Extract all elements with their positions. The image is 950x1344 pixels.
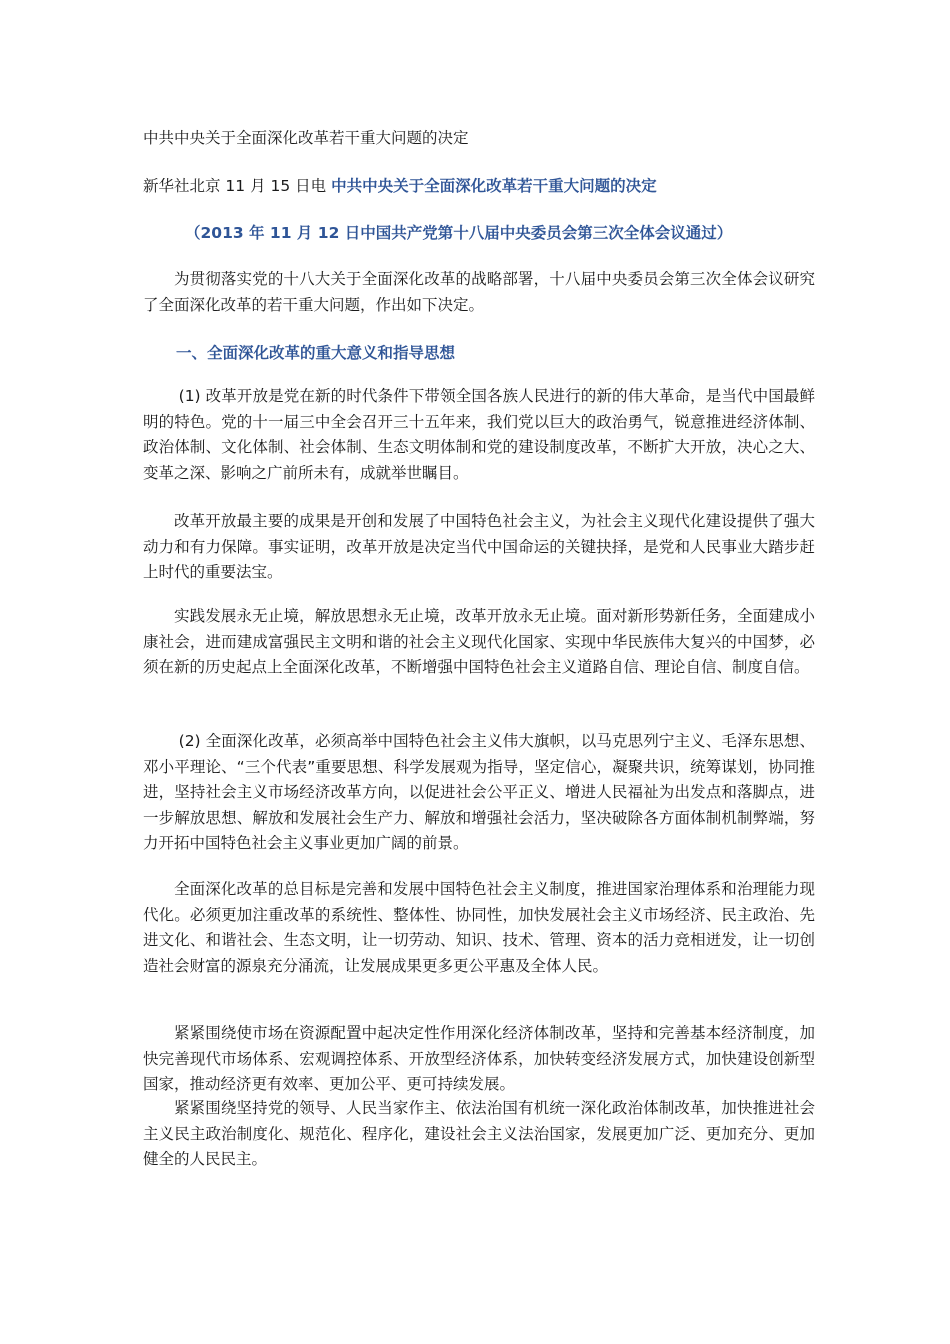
intro-paragraph: 为贯彻落实党的十八大关于全面深化改革的战略部署，十八届中央委员会第三次全体会议研究了全面深化改革的若干重大问题，作出如下决定。 bbox=[143, 270, 815, 314]
body-paragraph: (2) 全面深化改革，必须高举中国特色社会主义伟大旗帜，以马克思列宁主义、毛泽东思想、邓小平理论、“三个代表”重要思想、科学发展观为指导，坚定信心，凝聚共识，统筹谋划，协同推进，坚持社会主义市场经济改革方向，以促进社会公平正义、增进人民福祉为出发点和落脚点，进一步解放思想、解放和发展社会生产力、解放和增强社会活力，坚决破除各方面体制机制弊端，努力开拓中国特色社会主义事业更加广阔的前景。 bbox=[143, 732, 815, 852]
section-heading: 一、全面深化改革的重大意义和指导思想 bbox=[176, 344, 456, 362]
document-title: 中共中央关于全面深化改革若干重大问题的决定 bbox=[143, 129, 469, 147]
body-paragraph: (1) 改革开放是党在新的时代条件下带领全国各族人民进行的新的伟大革命，是当代中国最鲜明的特色。党的十一届三中全会召开三十五年来，我们党以巨大的政治勇气，锐意推进经济体制、政治体制、文化体制、社会体制、生态文明体制和党的建设制度改革，不断扩大开放，决心之大、变革之深、影响之广前所未有，成就举世瞩目。 bbox=[143, 387, 815, 482]
body-paragraph: 实践发展永无止境，解放思想永无止境，改革开放永无止境。面对新形势新任务，全面建成小康社会，进而建成富强民主文明和谐的社会主义现代化国家、实现中华民族伟大复兴的中国梦，必须在新的历史起点上全面深化改革，不断增强中国特色社会主义道路自信、理论自信、制度自信。 bbox=[143, 607, 815, 676]
body-paragraph: 紧紧围绕坚持党的领导、人民当家作主、依法治国有机统一深化政治体制改革，加快推进社会主义民主政治制度化、规范化、程序化，建设社会主义法治国家，发展更加广泛、更加充分、更加健全的人民民主。 bbox=[143, 1099, 815, 1168]
dateline bbox=[143, 174, 815, 200]
document-subtitle: （2013 年 11 月 12 日中国共产党第十八届中央委员会第三次全体会议通过） bbox=[185, 224, 733, 242]
dateline-prefix: 新华社北京 11 月 15 日电 bbox=[143, 177, 332, 195]
body-paragraph: 全面深化改革的总目标是完善和发展中国特色社会主义制度，推进国家治理体系和治理能力现代化。必须更加注重改革的系统性、整体性、协同性，加快发展社会主义市场经济、民主政治、先进文化、和谐社会、生态文明，让一切劳动、知识、技术、管理、资本的活力竞相迸发，让一切创造社会财富的源泉充分涌流，让发展成果更多更公平惠及全体人民。 bbox=[143, 880, 815, 975]
body-paragraph: 改革开放最主要的成果是开创和发展了中国特色社会主义，为社会主义现代化建设提供了强大动力和有力保障。事实证明，改革开放是决定当代中国命运的关键抉择，是党和人民事业大踏步赶上时代的重要法宝。 bbox=[143, 512, 815, 581]
body-paragraph: 紧紧围绕使市场在资源配置中起决定性作用深化经济体制改革，坚持和完善基本经济制度，加快完善现代市场体系、宏观调控体系、开放型经济体系，加快转变经济发展方式，加快建设创新型国家，推动经济更有效率、更加公平、更可持续发展。 bbox=[143, 1024, 815, 1093]
dateline-headline: 中共中央关于全面深化改革若干重大问题的决定 bbox=[331, 177, 657, 195]
